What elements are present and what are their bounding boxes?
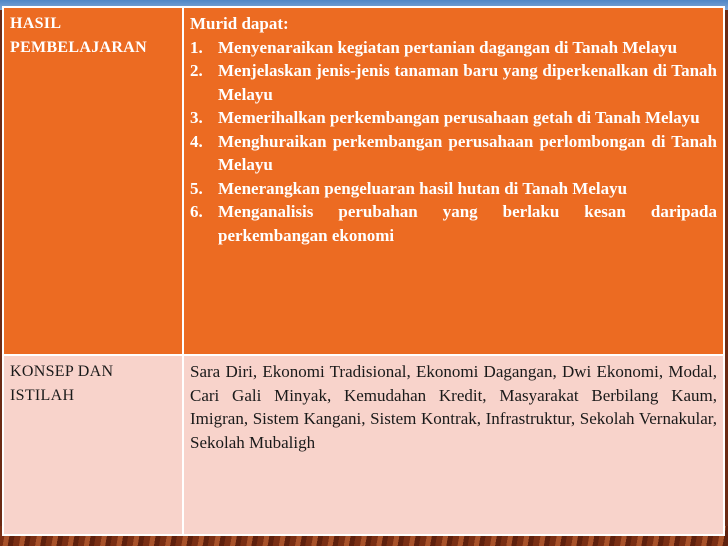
item-text: Memerihalkan perkembangan perusahaan getah di Tanah Melayu (218, 108, 700, 127)
item-number: 2. (190, 61, 203, 80)
item-number: 6. (190, 202, 203, 221)
label-cell-konsep (3, 355, 183, 535)
label-line: ISTILAH (10, 386, 75, 404)
label-line: PEMBELAJARAN (10, 38, 147, 56)
item-number: 5. (190, 178, 203, 198)
content-cell-hasil (183, 7, 724, 355)
list-item (190, 59, 717, 106)
item-text: Menghuraikan perkembangan perusahaan perlombongan di Tanah Melayu (218, 131, 717, 174)
item-text: Menjelaskan jenis-jenis tanaman baru yang diperkenalkan di Tanah Melayu (218, 61, 717, 104)
content-cell-konsep (183, 355, 724, 535)
concepts-text: Sara Diri, Ekonomi Tradisional, Ekonomi Dagangan, Dwi Ekonomi, Modal, Cari Gali Minyak, Kemudahan Kredit, Masyarakat Berbilang Kaum, Imigran, Sistem Kangani, Sistem Kontrak, Infrastruktur, Sekolah Vernakular, Sekolah Mubaligh (190, 362, 717, 452)
list-item (190, 177, 717, 201)
objectives-list (190, 36, 717, 248)
item-text: Menyenaraikan kegiatan pertanian dagangan di Tanah Melayu (218, 37, 678, 57)
item-number: 1. (190, 37, 203, 57)
row-konsep-istilah (3, 355, 724, 535)
label-cell-hasil (3, 7, 183, 355)
item-number: 4. (190, 131, 203, 151)
label-line: HASIL (10, 15, 62, 32)
list-item (190, 36, 717, 60)
row-hasil-pembelajaran (3, 7, 724, 355)
item-number: 3. (190, 108, 203, 127)
intro-text: Murid dapat: (190, 14, 289, 33)
item-text: Menganalisis perubahan yang berlaku kesan daripada perkembangan ekonomi (218, 202, 717, 245)
list-item (190, 200, 717, 247)
list-item (190, 130, 717, 177)
list-item (190, 106, 717, 130)
lesson-table (2, 6, 725, 536)
label-line: KONSEP DAN (10, 363, 114, 380)
item-text: Menerangkan pengeluaran hasil hutan di Tanah Melayu (218, 178, 628, 198)
